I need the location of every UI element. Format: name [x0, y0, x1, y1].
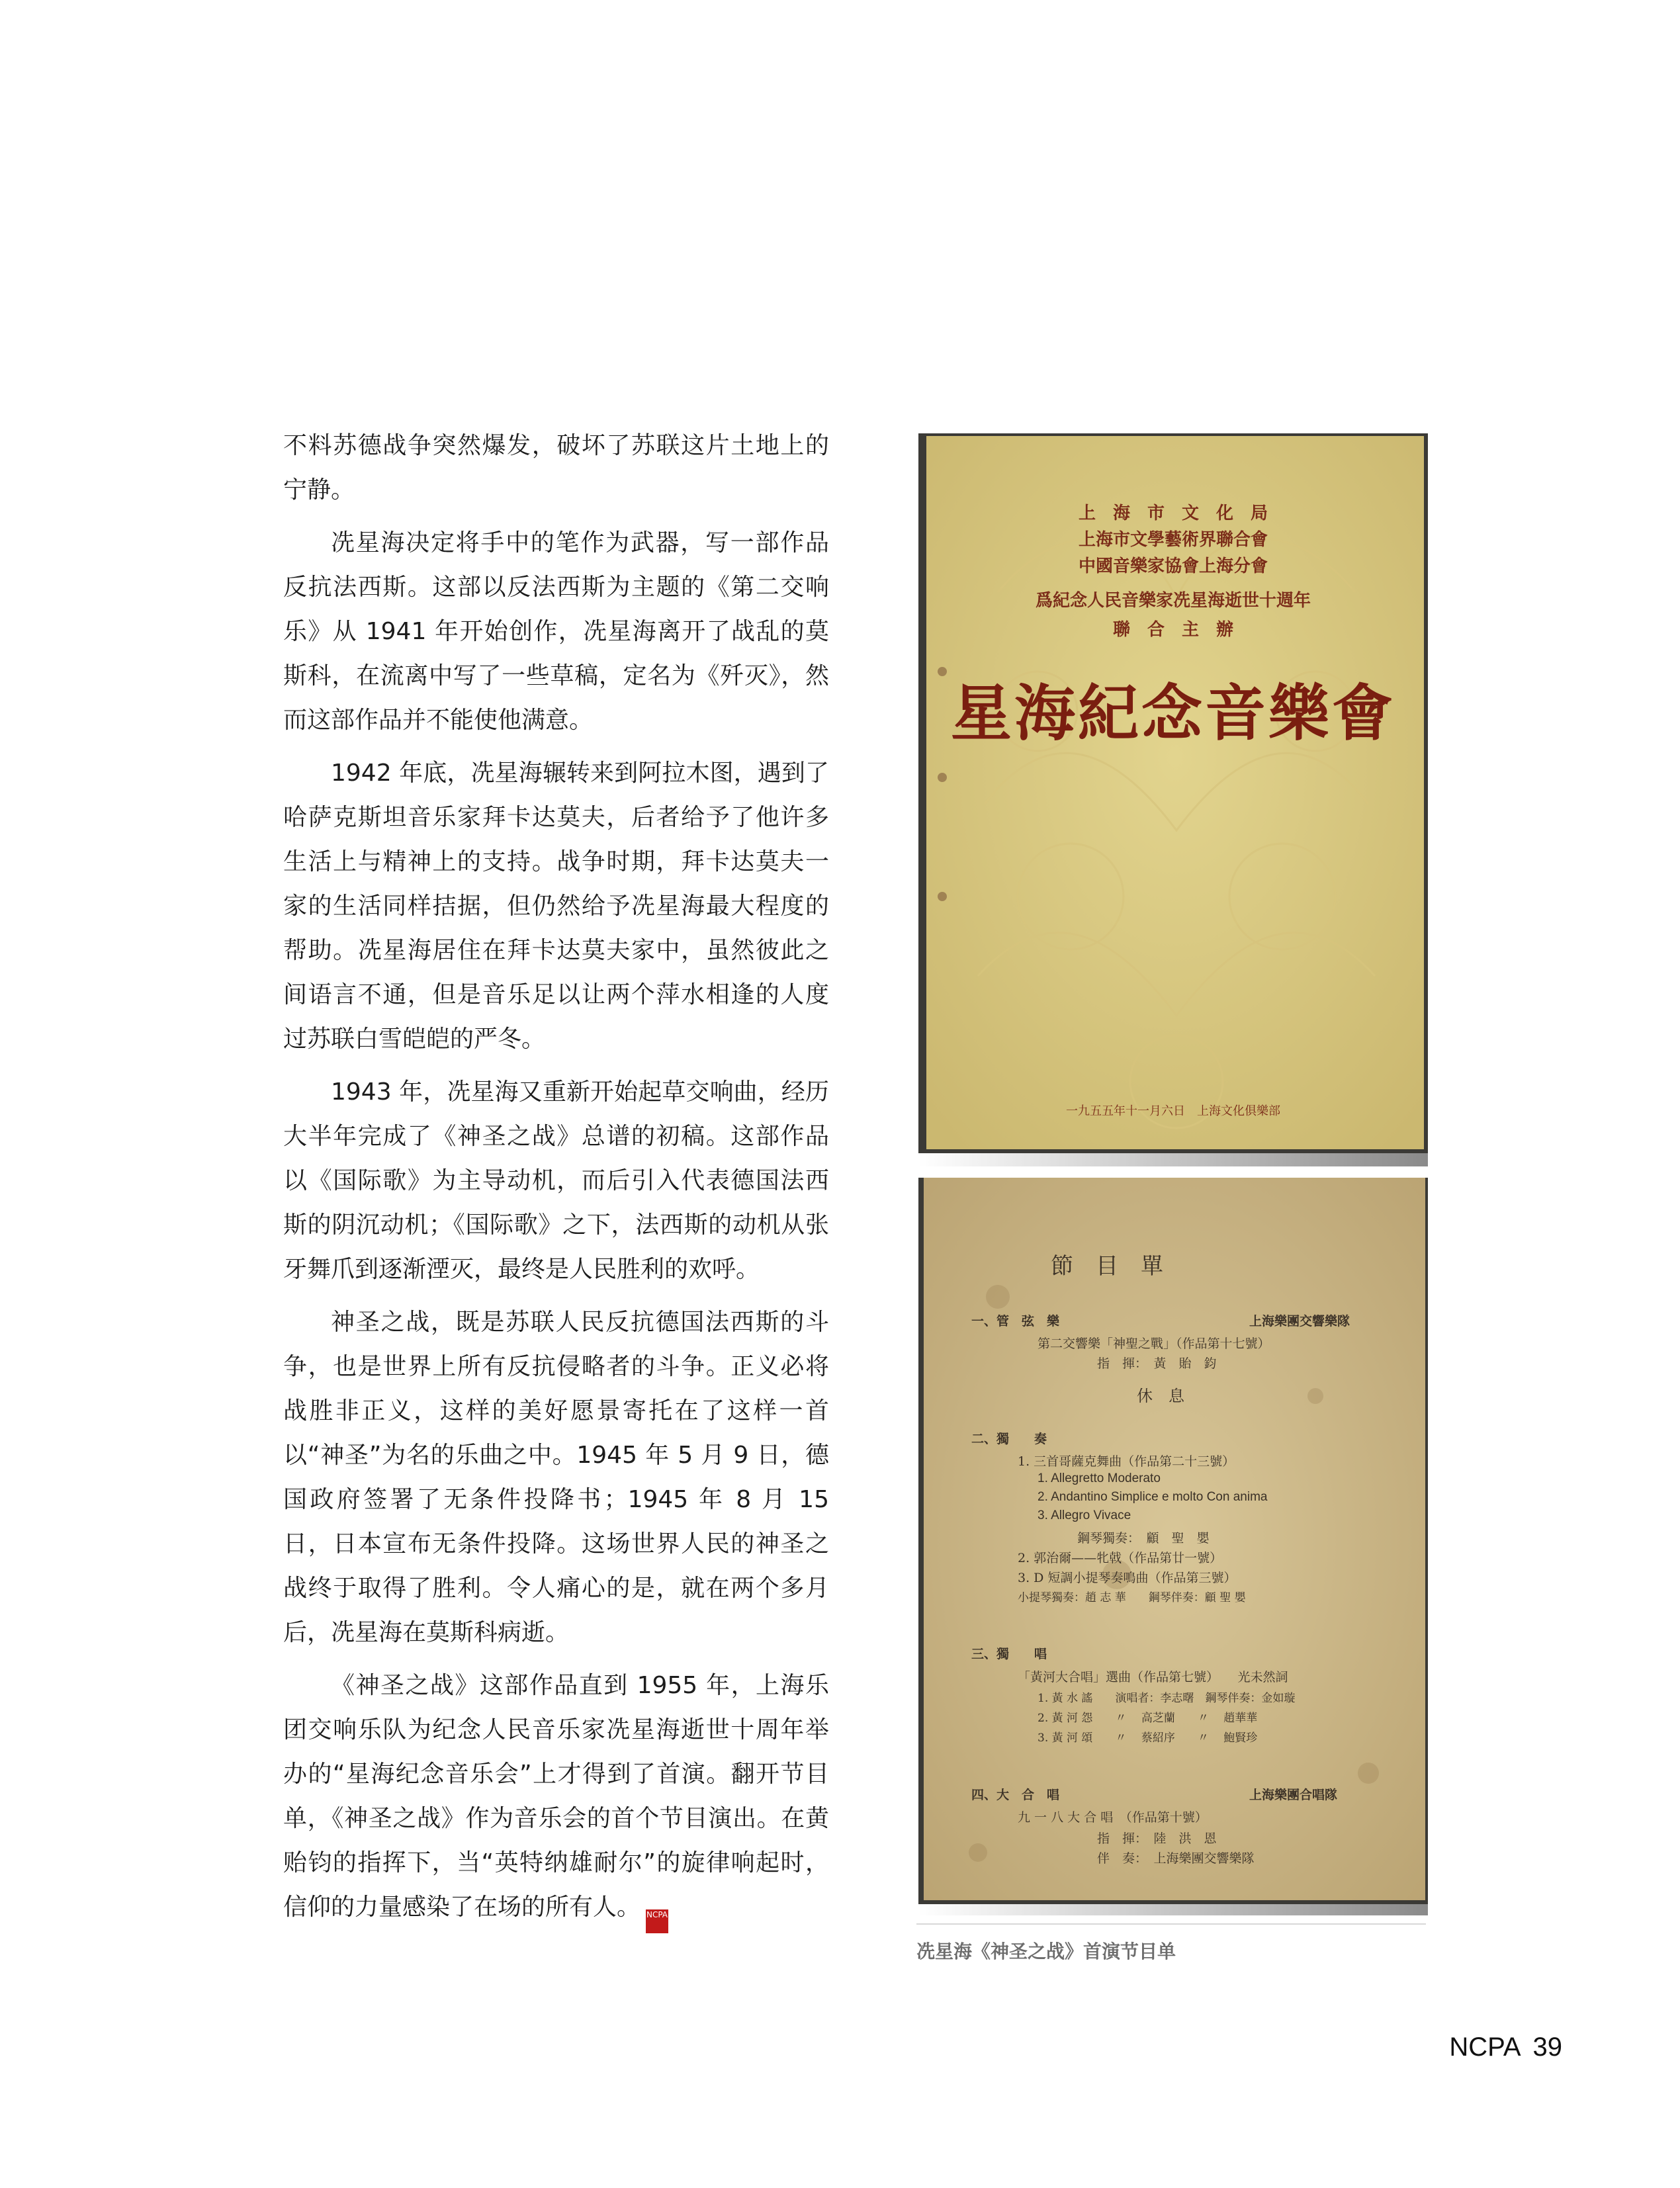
program-s4-work: 九 一 八 大 合 唱 （作品第十號） — [1018, 1810, 1208, 1825]
cover-date-venue: 一九五五年十一月六日 上海文化俱樂部 — [1066, 1104, 1280, 1118]
program-cover-photo — [918, 433, 1428, 1166]
program-text — [918, 1178, 1428, 1915]
program-s2-work2: 2. 郭治爾——牝戟（作品第廿一號） — [1018, 1551, 1223, 1565]
program-s2-work1a: 1. Allegretto Moderato — [1038, 1471, 1161, 1485]
program-s2-work1c: 3. Allegro Vivace — [1038, 1509, 1131, 1522]
cover-text — [918, 433, 1428, 1166]
cover-title: 星海紀念音樂會 — [950, 678, 1395, 749]
program-s4-conductor: 指 揮： 陸 洪 恩 — [1097, 1831, 1217, 1846]
paragraph-last — [283, 1663, 829, 1933]
program-s3-work: 「黃河大合唱」選曲（作品第七號） 光未然詞 — [1018, 1670, 1288, 1685]
page-number: 39 — [1532, 2033, 1562, 2062]
program-s3-label: 三、獨 唱 — [971, 1647, 1047, 1661]
cover-org3: 中國音樂家協會上海分會 — [1078, 556, 1268, 576]
program-s3-item3: 3. 黃 河 頌 〃 蔡紹序 〃 鮑賢珍 — [1038, 1731, 1258, 1745]
paragraph: 1943 年，冼星海又重新开始起草交响曲，经历大半年完成了《神圣之战》总谱的初稿。这部作品以《国际歌》为主导动机，而后引入代表德国法西斯的阴沉动机；《国际歌》之下，法西斯的动机从张牙舞爪到逐渐湮灭，最终是人民胜利的欢呼。 — [283, 1078, 829, 1283]
paragraph-last-text: 《神圣之战》这部作品直到 1955 年，上海乐团交响乐队为纪念人民音乐家冼星海逝世十周年举办的“星海纪念音乐会”上才得到了首演。翻开节目单，《神圣之战》作为音乐会的首个节目演出。在黄贻钧的指挥下，当“英特纳雄耐尔”的旋律响起时，信仰的力量感染了在场的所有人。 — [283, 1672, 829, 1921]
paragraph: 冼星海决定将手中的笔作为武器，写一部作品反抗法西斯。这部以反法西斯为主题的《第二交响乐》从 1941 年开始创作，冼星海离开了战乱的莫斯科，在流离中写了一些草稿，定名为《歼灭》，然而这部作品并不能使他满意。 — [283, 529, 829, 734]
caption-divider — [916, 1923, 1426, 1925]
program-s4-accompaniment: 伴 奏： 上海樂團交響樂隊 — [1097, 1851, 1255, 1866]
program-s3-item2: 2. 黃 河 怨 〃 高芝蘭 〃 趙華華 — [1038, 1712, 1258, 1725]
program-s2-pianist: 鋼琴獨奏： 顧 聖 嬰 — [1077, 1531, 1210, 1546]
program-s2-work1: 1. 三首哥薩克舞曲（作品第二十三號） — [1018, 1454, 1235, 1469]
program-intermission: 休 息 — [1137, 1387, 1184, 1405]
program-s2-label: 二、獨 奏 — [971, 1432, 1047, 1446]
program-s1-conductor: 指 揮： 黃 貽 鈞 — [1097, 1356, 1217, 1371]
cover-joint: 聯 合 主 辦 — [1112, 620, 1233, 640]
page-footer — [1449, 2033, 1562, 2062]
end-mark-logo: NCPA — [646, 1909, 668, 1933]
program-s3-item1: 1. 黃 水 謠 演唱者：李志曙 鋼琴伴奏：金如璇 — [1038, 1692, 1296, 1705]
program-s2-work3-performers: 小提琴獨奏：趙 志 華 鋼琴伴奏：顧 聖 嬰 — [1018, 1591, 1246, 1604]
program-list-photo — [918, 1178, 1428, 1915]
cover-purpose: 爲紀念人民音樂家冼星海逝世十週年 — [1035, 591, 1311, 611]
paragraph: 1942 年底，冼星海辗转来到阿拉木图，遇到了哈萨克斯坦音乐家拜卡达莫夫，后者给予了他许多生活上与精神上的支持。战争时期，拜卡达莫夫一家的生活同样拮据，但仍然给予冼星海最大程度的帮助。冼星海居住在拜卡达莫夫家中，虽然彼此之间语言不通，但是音乐足以让两个萍水相逢的人度过苏联白雪皑皑的严冬。 — [283, 760, 829, 1053]
program-heading: 節 目 單 — [1051, 1253, 1163, 1280]
magazine-name: NCPA — [1449, 2033, 1521, 2062]
article-body — [283, 423, 829, 1942]
program-s4-label: 四、大 合 唱 — [971, 1788, 1060, 1802]
photo-caption: 冼星海《神圣之战》首演节目单 — [916, 1941, 1176, 1962]
paragraph: 神圣之战，既是苏联人民反抗德国法西斯的斗争，也是世界上所有反抗侵略者的斗争。正义必将战胜非正义，这样的美好愿景寄托在了这样一首以“神圣”为名的乐曲之中。1945 年 5 月 9 日，德国政府签署了无条件投降书；1945 年 8 月 15 日，日本宣布无条件投降。这场世界人民的神圣之战终于取得了胜利。令人痛心的是，就在两个多月后，冼星海在莫斯科病逝。 — [283, 1309, 829, 1646]
cover-org1: 上 海 市 文 化 局 — [1078, 503, 1268, 523]
program-s4-performer: 上海樂團合唱隊 — [1249, 1788, 1338, 1802]
program-s1-label: 一、管 弦 樂 — [971, 1314, 1060, 1329]
paragraph: 不料苏德战争突然爆发，破坏了苏联这片土地上的宁静。 — [283, 432, 829, 503]
program-s1-performer: 上海樂團交響樂隊 — [1249, 1314, 1350, 1329]
program-s2-work1b: 2. Andantino Simplice e molto Con anima — [1038, 1490, 1268, 1504]
program-s2-work3: 3. D 短調小提琴奏鳴曲（作品第三號） — [1018, 1571, 1237, 1585]
cover-org2: 上海市文學藝術界聯合會 — [1078, 530, 1268, 550]
program-s1-work: 第二交響樂「神聖之戰」（作品第十七號） — [1038, 1336, 1270, 1351]
